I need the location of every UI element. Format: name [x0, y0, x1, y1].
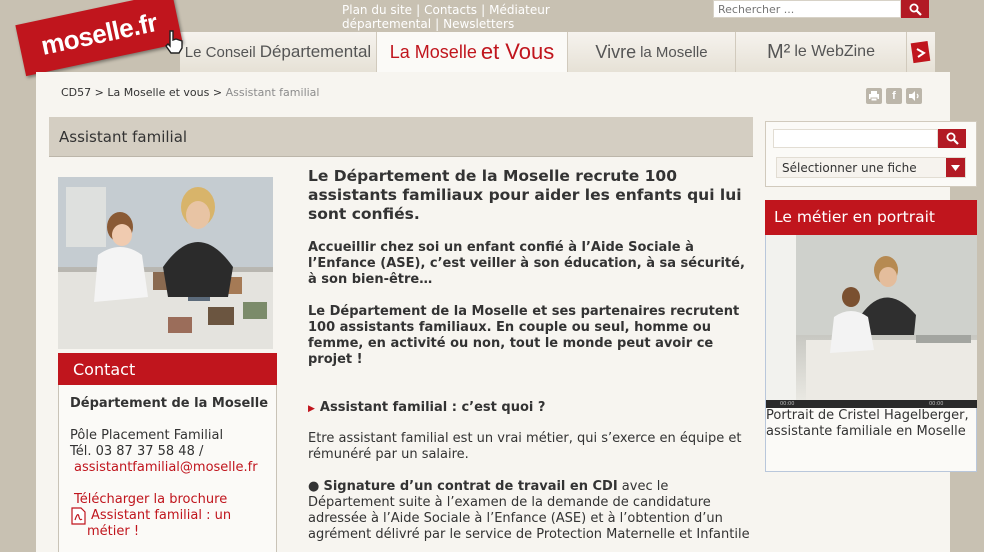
page-title: Assistant familial: [59, 128, 188, 146]
contact-box: [58, 385, 277, 552]
breadcrumb: CD57 > La Moselle et vous > Assistant familial: [61, 86, 320, 99]
top-links: Plan du site | Contacts | Médiateur départemental | Newsletters: [342, 3, 550, 31]
print-icon: [868, 90, 880, 102]
brochure-link[interactable]: Assistant familial : un: [91, 508, 232, 523]
portrait-caption: Portrait de Cristel Hagelberger, assistante familiale en Moselle: [766, 408, 969, 439]
nav-conseil-departemental[interactable]: Le Conseil Départemental: [180, 32, 377, 72]
search-input[interactable]: [713, 0, 901, 18]
article-photo: [58, 177, 273, 349]
chevron-down-icon: [951, 165, 960, 171]
facebook-button[interactable]: [886, 88, 902, 104]
sidebar-search-box: [765, 121, 977, 187]
page-title-bar: [49, 117, 753, 157]
site-map-link[interactable]: Plan du site: [342, 3, 413, 17]
contact-email-link[interactable]: assistantfamilial@moselle.fr: [74, 460, 258, 475]
article-lead-1: Accueillir chez soi un enfant confié à l’Aide Sociale à l’Enfance (ASE), c’est veiller à son éducation, à sa sécurité, à son bien-être…: [308, 240, 745, 287]
page-tools: [866, 88, 922, 104]
triangle-right-icon: ▶: [308, 404, 315, 414]
speaker-icon: [908, 90, 920, 102]
logo-text: moselle.fr: [38, 6, 160, 61]
nav-moselle-et-vous[interactable]: La Moselle et Vous: [377, 32, 568, 72]
main-nav: [180, 32, 935, 73]
breadcrumb-home[interactable]: CD57: [61, 86, 92, 99]
breadcrumb-current: Assistant familial: [225, 86, 320, 99]
nav-webzine[interactable]: M² le WebZine: [736, 32, 907, 72]
video-frame: [766, 235, 977, 400]
print-button[interactable]: [866, 88, 882, 104]
search-icon: [909, 3, 922, 16]
search-icon: [946, 132, 959, 145]
video-time-right: 00:00: [929, 401, 944, 407]
brochure-link-line2[interactable]: métier !: [87, 524, 140, 539]
sidebar-search-input[interactable]: [773, 129, 938, 148]
download-brochure-link[interactable]: Télécharger la brochure: [74, 492, 228, 507]
contact-org: Département de la Moselle: [70, 396, 269, 411]
listen-button[interactable]: [906, 88, 922, 104]
article-section-heading: ▶ Assistant familial : c’est quoi ?: [308, 400, 546, 415]
video-controls[interactable]: [766, 400, 977, 408]
video-player[interactable]: [766, 235, 977, 400]
contact-service: Pôle Placement Familial: [70, 428, 224, 443]
breadcrumb-section[interactable]: La Moselle et vous: [107, 86, 210, 99]
sidebar-search-button[interactable]: [938, 129, 966, 148]
portrait-heading-bar: [765, 200, 977, 235]
contacts-link[interactable]: Contacts: [424, 3, 478, 17]
mediator-link[interactable]: Médiateur départemental: [342, 3, 550, 31]
social-share-button[interactable]: [907, 32, 935, 72]
contact-heading-bar: [58, 353, 277, 385]
article: [308, 167, 753, 543]
article-title: Le Département de la Moselle recrute 100 assistants familiaux pour aider les enfants qui lui sont confiés.: [308, 167, 742, 223]
search-button[interactable]: [901, 0, 929, 18]
newsletters-link[interactable]: Newsletters: [443, 17, 515, 31]
contact-heading: Contact: [73, 360, 136, 379]
select-toggle[interactable]: [946, 158, 965, 177]
social-share-icon: [910, 40, 932, 64]
fiche-select[interactable]: Sélectionner une fiche: [776, 157, 966, 178]
cursor-hand-icon: [160, 28, 188, 56]
nav-vivre-la-moselle[interactable]: Vivre la Moselle: [568, 32, 736, 72]
article-paragraph-2: ● Signature d’un contrat de travail en CDI avec le Département suite à l’examen de la demande de candidature adressée à l’Aide Sociale à l’Enfance (ASE) et à l’obtention d’un agrément délivré par le service de Protection Maternelle et Infantile: [308, 479, 750, 542]
portrait-box: [765, 235, 977, 472]
photo-illustration: [58, 177, 273, 349]
pdf-icon: [70, 507, 86, 525]
facebook-icon: f: [892, 90, 896, 102]
portrait-heading: Le métier en portrait: [774, 208, 935, 226]
article-paragraph-1: Etre assistant familial est un vrai métier, qui s’exerce en équipe et rémunéré par un salaire.: [308, 431, 742, 462]
article-lead-2: Le Département de la Moselle et ses partenaires recrutent 100 assistants familiaux. En couple ou seul, homme ou femme, en activité ou non, tout le monde peut avoir ce projet !: [308, 304, 740, 367]
contact-phone: Tél. 03 87 37 58 48 /: [70, 444, 204, 459]
video-time-left: 00:00: [780, 401, 795, 407]
